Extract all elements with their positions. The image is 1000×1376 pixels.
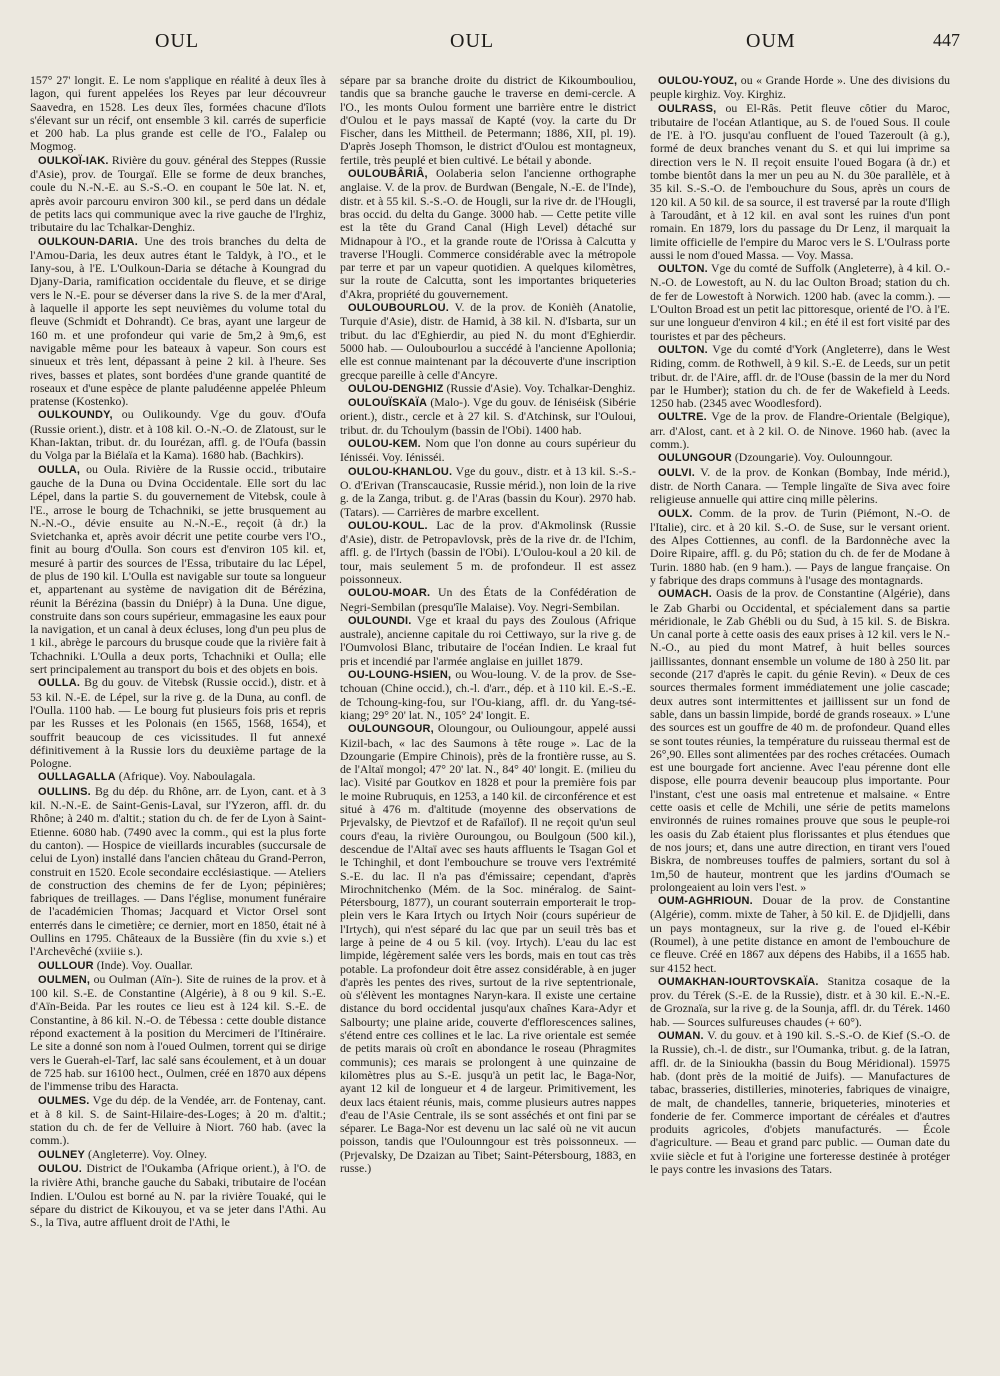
dictionary-entry <box>340 519 636 586</box>
dictionary-entry <box>30 1094 326 1148</box>
dictionary-entry <box>340 167 636 301</box>
entry-headword: OUMACH. <box>658 588 712 601</box>
entry-text: Bg du gouv. de Vitebsk (Russie occid.), distr. et à 53 kil. N.-E. de Lépel, sur la rive g. de la Duna, au confl. de l'Oulla. 1100 hab. — Le bourg fut plusieurs fois pris et repris par les Russes et les Polonais (en 1565, 1568, 1654), et souffrit beaucoup de ces vicissitudes. Il fut annexé définitivement à la Russie lors du deuxième partage de la Pologne. <box>30 675 326 771</box>
entry-headword: OULTRE. <box>658 411 707 424</box>
dictionary-entry <box>650 74 950 102</box>
dictionary-entry <box>340 465 636 519</box>
entry-headword: OULLAGALLA <box>38 771 116 784</box>
entry-headword: OULTON. <box>658 263 708 276</box>
dictionary-entry <box>340 722 636 1175</box>
dictionary-entry <box>650 102 950 263</box>
dictionary-entry <box>650 894 950 975</box>
entry-text: Oloungour, ou Oulioungour, appelé aussi Kizil-bach, « lac des Saumons à tête rouge ». Lac de la Dzoungarie (Empire Chinois), près de la frontière russe, au S. de l'Altaï mongol; 47° 20' lat. N., 84° 40' longit. E. (milieu du lac). Visité par Goutkov en 1828 et pour la première fois par le moine Rubruquis, en 1253, a 140 kil. de circonférence et est situé à 476 m. d'altitude (moyenne des observations de Prjevalsky, de Pievtzof et de Rafaïlof). Il ne reçoit qu'un seul cours d'eau, la rivière Ouroungou, ou Boulgoun (500 kil.), descendue de l'Altaï avec ses hauts affluents le Tsagan Gol et le Tchinghil, et dont l'embouchure se trouve vers l'extrémité S.-E. du lac. Il n'a pas d'émissaire; cependant, d'après Mirochnitchenko (Mém. de la Soc. minéralog. de Saint-Pétersbourg, 1877), un courant souterrain emporterait le trop-plein vers le Kara Irtych ou Irtych Noir (cours supérieur de l'Irtych), qui n'est séparé du lac que par un seuil très bas et large à peine de 4 ou 5 kil. (voy. Irtych). L'eau du lac est limpide, légèrement salée vers les bords, mais en tout cas très potable. La profondeur doit être assez considérable, à en juger d'après les pentes des rives, surtout de la rive septentrionale, où s'élèvent les montagnes Naryn-kara. Il existe une certaine distance du bord occidental jusqu'aux chaînes Kara-Adyr et Salbourty; une plaine aride, couverte d'efflorescences salines, s'étend entre ces collines et le lac. La rive orientale est semée de petits marais où croît en abondance le roseau (Phragmites communis); ces marais se prolongent à une quinzaine de kilomètres plus au S.-E. jusqu'à un petit lac, le Baga-Nor, ayant 12 kil de longueur et 4 de largeur. Primitivement, les deux lacs étaient réunis, mais, comme plusieurs autres nappes d'eau de l'Asie Centrale, ils se sont asséchés et ont fini par se séparer. Le Baga-Nor est devenu un lac salé où ne vit aucun poisson, tandis que l'Oulounngour est très poissonneux. — (Prjevalsky, De Dzaizan au Tibet; Saint-Pétersbourg, 1883, en russe.) <box>340 721 636 1176</box>
dictionary-entry <box>650 1029 950 1176</box>
entry-headword: OULMES. <box>38 1094 90 1107</box>
dictionary-entry <box>340 437 636 465</box>
entry-text: Stanitza cosaque de la prov. du Térek (S.-E. de la Russie), distr. et à 30 kil. E.-N.-E. de Groznaïa, sur la rive g. de la Sounja, affl. dr. du Térek. 1460 hab. — Sources sulfureuses chaudes (+ 60°). <box>650 973 950 1029</box>
dictionary-entry <box>340 301 636 382</box>
entry-headword: OULOUBÂRIÂ, <box>348 168 428 181</box>
dictionary-entry <box>340 382 636 396</box>
entry-text: Nom que l'on donne au cours supérieur du Iénisséi. Voy. Iénisséi. <box>340 436 636 465</box>
dictionary-entry <box>30 770 326 784</box>
entry-headword: OULLINS. <box>38 785 91 798</box>
entry-text: Vge du gouv., distr. et à 13 kil. S.-S.-O. d'Erivan (Transcaucasie, Russie mérid.), non loin de la rive g. de la Zanga, tribut. g. de l'Aras (bassin du Kour). 2970 hab. (Tatars). — Carrières de marbre excellent. <box>340 463 636 519</box>
dictionary-entry <box>650 410 950 451</box>
entry-text: (Inde). Voy. Ouallar. <box>96 957 193 972</box>
entry-headword: OULRASS, <box>658 102 717 115</box>
page-number: 447 <box>933 30 960 50</box>
entry-text: Comm. de la prov. de Turin (Piémont, N.-O. de l'Italie), circ. et à 20 kil. S.-O. de Suse, sur le versant orient. des Alpes Cottiennes, au confl. de la Bardonnèche avec la Doire Ripaire, affl. g. du Pô; station du ch. de fer de Modane à Turin. 1880 hab. (en 9 ham.). — Pays de langue française. On y fabrique des draps communs à l'usage des montagnards. <box>650 505 950 587</box>
dictionary-entry <box>30 463 326 677</box>
entry-headword: OUMAN. <box>658 1030 704 1043</box>
entry-text: Vge du comté d'York (Angleterre), dans le West Riding, comm. de Rothwell, à 9 kil. S.-E. de Leeds, sur un petit tribut. dr. de l'Aire, affl. dr. de l'Ouse (bassin de la mer du Nord par le Humber); station du ch. de fer de Wakefield à Leeds. 1250 hab. (2345 avec Woodlesford). <box>650 341 950 411</box>
dictionary-entry <box>30 959 326 973</box>
entry-headword: OULKOUN-DARIA. <box>38 235 138 248</box>
entry-text: (Dzoungarie). Voy. Oulounngour. <box>734 450 893 465</box>
entry-text: 157° 27' longit. E. Le nom s'applique en réalité à deux îles à lagon, qui furent appelées los Reyes par leur découvreur Saavedra, en 1528. Les deux îles, formées chacune d'îlots s'élevant sur un récif, ont ensemble 3 kil. carrés de superficie et 200 hab. La plus grande est celle de l'O., Falalep ou Mogmog. <box>30 74 326 154</box>
entry-text: Une des trois branches du delta de l'Amou-Daria, les deux autres étant le Taldyk, à l'O., et le Iany-sou, à l'E. L'Oulkoun-Daria se détache à Koungrad du Djany-Daria, ramification occidentale du fleuve, et se dirige vers le N.-E. pour se déverser dans la rive S. de la mer d'Aral, à laquelle il apporte les sept neuvièmes du volume total du fleuve (Schmidt et Dohrandt). Ce bras, ayant une largeur de 160 m. et une profondeur qui varie de 5m,2 à 9m,6, est navigable même pour les bateaux à vapeur. Son cours est sinueux et très lent, dépassant à peine 2 kil. à l'heure. Ses rives, basses et plates, sont bordées d'une grande quantité de roseaux et d'une espèce de plante paludéenne appelée Phleum pratense (Kostenko). <box>30 233 326 409</box>
dictionary-entry <box>30 973 326 1094</box>
entry-text: Vge de la prov. de Flandre-Orientale (Belgique), arr. d'Alost, cant. et à 2 kil. O. de Ninove. 1960 hab. (avec la comm.). <box>650 409 950 452</box>
entry-headword: OULOU-YOUZ, <box>658 75 738 87</box>
entry-headword: OULKOUNDY, <box>38 409 113 422</box>
entry-headword: OULOU. <box>38 1163 82 1176</box>
dictionary-entry <box>30 1162 326 1229</box>
entry-headword: OULOU-KOUL. <box>348 519 428 532</box>
dictionary-entry <box>650 507 950 588</box>
entry-text: Vge du dép. de la Vendée, arr. de Fontenay, cant. et à 8 kil. S. de Saint-Hilaire-des-Loges; à 20 m. d'altit.; station du ch. de fer de Velluire à Niort. 760 hab. (avec la comm.). <box>30 1092 326 1148</box>
entry-headword: OUM-AGHRIOUN. <box>658 895 753 908</box>
entry-headword: OULOUÏSKAÏA <box>348 397 428 410</box>
entry-headword: OULX. <box>658 507 693 520</box>
dictionary-entry <box>30 235 326 409</box>
entry-text: Oasis de la prov. de Constantine (Algérie), dans le Zab Gharbi ou Occidental, et spécialement dans sa partie méridionale, le Zab Ghébli ou du Sud, à 15 kil. S. de Biskra. Un canal porte à cette oasis des eaux prises à 12 kil. vers le N.-N.-O., au pied du mont Matref, à huit belles sources jaillissantes, donnant ensemble un volume de 180 à 250 lit. par seconde (217 d'après le capit. du génie Revin). « Deux de ces sources thermales forment immédiatement une jolie cascade; deux autres sont intermittentes et jaillissent sur un fond de sable, dans un bassin limpide, bordé de grands roseaux. » L'une des sources est un gouffre de 40 m. de profondeur. Quand elles se sont toutes réunies, la température du ruisseau thermal est de 26°,90. Elles sont alimentées par des roches crétacées. Oumach est une bourgade fort ancienne. Avec l'eau pérenne dont elle dispose, elle pourra devenir beaucoup plus importante. Pour l'instant, c'est une oasis mal entretenue et malsaine. « Entre cette oasis et celle de Mchili, une série de petits mamelons environnés de ruines romaines prouve que sous le peuple-roi les oasis du Zab étaient plus florissantes et plus étendues que de nos jours; et, dans une autre direction, en tirant vers l'oued Biskra, de nombreuses touffes de palmiers, sortant du sol à 1m,50 de hauteur, montrent que les jardins d'Oumach se prolongeaient au loin vers l'est. » <box>650 586 950 894</box>
entry-text: Oolaberia selon l'ancienne orthographe anglaise. V. de la prov. de Burdwan (Bengale, N.-E. de l'Inde), distr. et à 55 kil. S.-S.-O. de Hougli, sur la rive dr. de l'Hougli, bras occid. du delta du Gange. 3000 hab. — Cette petite ville est la tête du Grand Canal (High Level) détaché sur Midnapour à l'O., et la grande route de l'Orissa à Calcutta y traverse l'Hougli. Commerce considérable avec la métropole par terre et par un vapeur quotidien. A quelques kilomètres, sur la route de Calcutta, sont les importantes briqueteries d'Akra, propriété du gouvernement. <box>340 166 636 301</box>
dictionary-entry <box>650 262 950 343</box>
dictionary-entry <box>30 1148 326 1162</box>
running-head-right: OUM <box>746 30 796 52</box>
entry-headword: OULOU-KEM. <box>348 438 421 451</box>
entry-headword: OULLA, <box>38 463 81 476</box>
entry-text: ou « Grande Horde ». Une des divisions du peuple kirghiz. Voy. Kirghiz. <box>650 74 950 102</box>
text-column-1 <box>30 74 326 1364</box>
entry-text: (Malo-). Vge du gouv. de Iéniséisk (Sibérie orient.), distr., cercle et à 27 kil. S. d'Atchinsk, sur l'Ouloui, tribut. dr. du Tchoulym (bassin de l'Obi). 1400 hab. <box>340 395 636 437</box>
dictionary-entry <box>650 587 950 894</box>
entry-headword: OULOUNGOUR, <box>348 723 434 736</box>
dictionary-entry <box>30 785 326 959</box>
dictionary-entry <box>340 668 636 722</box>
entry-headword: OULOUBOURLOU. <box>348 302 449 315</box>
dictionary-entry <box>340 396 636 437</box>
entry-text: Lac de la prov. d'Akmolinsk (Russie d'Asie), distr. de Petropavlovsk, près de la rive dr. de l'Ichim, affl. g. de l'Irtych (bassin de l'Obi). L'Oulou-koul a 20 kil. de tour, mais seulement 5 m. de profondeur. Il est assez poissonneux. <box>340 517 636 586</box>
entry-text: ou Wou-loung. V. de la prov. de Sse-tchouan (Chine occid.), ch.-l. d'arr., dép. et à 110 kil. E.-S.-E. de Tchoung-king-fou, sur l'Ou-kiang, affl. dr. du Yang-tsé-kiang; 29° 20' lat. N., 105° 24' longit. E. <box>340 667 636 722</box>
dictionary-entry <box>30 408 326 462</box>
entry-headword: OULNEY <box>38 1148 86 1161</box>
text-column-3 <box>650 74 950 1364</box>
entry-headword: OULMEN, <box>38 973 91 986</box>
entry-headword: OULTON. <box>658 343 708 356</box>
entry-text: V. du gouv. et à 190 kil. S.-S.-O. de Kief (S.-O. de la Russie), ch.-l. de distr., sur l'Oumanka, tribut. g. de la Iatran, affl. dr. de la Sinioukha (bassin du Boug Méridional). 15975 hab. (dont près de la moitié de Juifs). — Manufactures de tabac, brasseries, distilleries, minoteries, fabriques de vinaigre, de malt, de chandelles, tannerie, briqueteries, minoteries et fonderie de fer. Commerce important de céréales et d'autres produits agricoles, d'objets manufacturés. — École d'agriculture. — Beau et grand parc public. — Ouman date du xviie siècle et fut à l'origine une forteresse destinée à protéger le pays contre les invasions des Tatars. <box>650 1028 950 1177</box>
dictionary-entry <box>650 975 950 1029</box>
running-head-left: OUL <box>155 30 200 52</box>
dictionary-entry <box>650 451 950 465</box>
entry-text: Vge du comté de Suffolk (Angleterre), à 4 kil. O.-N.-O. de Lowestoft, au N. du lac Oulton Broad; station du ch. de fer de Lowestoft à Norwich. 1200 hab. (avec la comm.). — L'Oulton Broad est un petit lac pittoresque, orienté de l'O. à l'E. sur une longueur d'environ 4 kil.; en été il est fort visité par des touristes et par des pêcheurs. <box>650 261 950 343</box>
entry-headword: OU-LOUNG-HSIEN, <box>348 669 452 682</box>
dictionary-entry <box>30 676 326 770</box>
entry-headword: OUMAKHAN-IOURTOVSKAÏA. <box>658 975 819 988</box>
dictionary-entry <box>650 343 950 410</box>
entry-text: Bg du dép. du Rhône, arr. de Lyon, cant. et à 3 kil. N.-N.-E. de Saint-Genis-Laval, sur l'Yzeron, affl. dr. du Rhône; à 240 m. d'altit.; station du ch. de fer de Lyon à Saint-Etienne. 6080 hab. (7490 avec la comm., qui est la plus forte du canton). — Hospice de vieillards incurables (succursale de celui de Lyon) installé dans l'ancien château du Grand-Perron, construit en 1520. Ecole secondaire ecclésiastique. — Ateliers de construction des chemins de fer de Lyon; pépinières; fabriques de treillages. — Dans l'église, monument funéraire de l'académicien Thomas; Jacquard et Victor Orsel sont enterrés dans le cimetière; ce dernier, mort en 1850, était né à Oullins en 1795. Châteaux de la Bussière (fin du xvie s.) et l'Archevêché (xviiie s.). <box>30 783 326 959</box>
text-column-2 <box>340 74 636 1364</box>
entry-text: (Angleterre). Voy. Olney. <box>88 1146 207 1161</box>
entry-headword: OULUNGOUR <box>658 452 732 465</box>
dictionary-entry <box>340 74 636 167</box>
entry-headword: OULLOUR <box>38 959 94 972</box>
entry-text: District de l'Oukamba (Afrique orient.), à l'O. de la rivière Athi, branche gauche du Sabaki, tributaire de l'océan Indien. L'Oulou est borné au N. par la rivière Touaké, qui le sépare du district de Kikouyou, et va se jeter dans l'Athi. Au S., la Tiva, autre affluent droit de l'Athi, le <box>30 1161 326 1230</box>
dictionary-entry <box>340 586 636 614</box>
entry-headword: OULKOÏ-IAK. <box>38 154 109 167</box>
entry-text: Vge et kraal du pays des Zoulous (Afrique australe), ancienne capitale du roi Cettiwayo, sur la rive g. de l'Oumvolosi Blanc, tributaire de l'océan Indien. Le kraal fut pris et incendié par l'armée anglaise en juillet 1879. <box>340 612 636 668</box>
dictionary-entry <box>30 154 326 235</box>
dictionary-entry <box>650 466 950 507</box>
entry-text: Douar de la prov. de Constantine (Algérie), comm. mixte de Taher, à 50 kil. E. de Djidjelli, dans un pays montagneux, sur la rive g. de l'oued el-Kébir (Roumel), à une petite distance en amont de l'embouchure de ce fleuve. Créé en 1867 aux dépens des Habibs, il a 1655 hab. sur 4152 hect. <box>650 893 950 975</box>
entry-text: ou El-Râs. Petit fleuve côtier du Maroc, tributaire de l'océan Atlantique, au S. de l'oued Sous. Il coule de l'E. à l'O. jusqu'au confluent de l'oued Tazeroult (à g.), formé de deux branches venant du S. et qui lui imprime sa direction vers le N. Il reçoit ensuite l'oued Bogara (à dr.) et tombe bientôt dans la mer un peu au N. du 30e parallèle, et à 35 kil. S.-S.-O. de l'embouchure du Sous, après un cours de 120 kil. A 50 kil. de sa source, il est traversé par la route d'Iligh à Taroudânt, et à 12 kil. en aval sont les ruines d'un pont romain. En 1879, lors du passage du Dr Lenz, il marquait la limite officielle de l'empire du Maroc vers le S. L'Oulrass porte aussi le nom d'oued Massa. — Voy. Massa. <box>650 100 950 262</box>
entry-text: (Afrique). Voy. Naboulagala. <box>118 769 256 784</box>
entry-text: (Russie d'Asie). Voy. Tchalkar-Denghiz. <box>446 380 636 395</box>
entry-headword: OULOU-MOAR. <box>348 587 431 600</box>
page-header <box>40 30 960 70</box>
entry-text: V. de la prov. de Konièh (Anatolie, Turquie d'Asie), distr. de Hamid, à 38 kil. N. d'Isbarta, sur un tribut. du lac d'Eghierdir, au pied N. du mont d'Eghierdir. 5000 hab. — Ouloubourlou a succédé à l'ancienne Apollonia; elle est connue maintenant par la découverte d'une inscription grecque pareille à celle d'Ancyre. <box>340 300 636 382</box>
dictionary-entry <box>30 74 326 154</box>
entry-headword: OULLA. <box>38 677 81 690</box>
entry-text: ou Oula. Rivière de la Russie occid., tributaire gauche de la Duna ou Dvina Occidentale. Elle sort du lac Lépel, dans la partie S. du gouvernement de Vitebsk, coule à l'E., arrose le bourg de Tchachniki, se jette brusquement au N.-N.-O., dévie ensuite au N.-N.-E., reçoit (à dr.) la Svietchanka et, après avoir décrit une petite courbe vers l'O., finit au bourg d'Oulla. Son cours est d'environ 105 kil. et, mesuré à partir des sources de l'Essa, tributaire du lac Lépel, de plus de 190 kil. L'Oulla est navigable sur toute sa longueur et, appartenant au système de navigation dit de Bérézina, réunit la Bérézina (bassin du Dniépr) à la Duna. Une digue, construite dans son cours supérieur, emmagasine les eaux pour la navigation, et un canal à deux écluses, long d'un peu plus de 1 kil., abrège le parcours du brusque coude que la rivière fait à Tchachniki. L'Oulla a deux ports, Tchachniki et Oulla; elle sert principalement au transport du bois et des objets en bois. <box>30 461 326 677</box>
running-head-center: OUL <box>450 30 495 52</box>
entry-text: V. de la prov. de Konkan (Bombay, Inde mérid.), distr. de North Canara. — Temple lingaïte de Siva avec foire religieuse annuelle qui attire cinq mille pèlerins. <box>650 464 950 507</box>
entry-headword: OULOU-KHANLOU. <box>348 465 453 478</box>
entry-headword: OULOU-DENGHIZ <box>348 382 444 395</box>
dictionary-entry <box>340 614 636 668</box>
entry-text: sépare par sa branche droite du district de Kikoumbouliou, tandis que sa branche gauche le traverse en demi-cercle. A l'O., les monts Oulou forment une barrière entre le district d'Oulou et le pays massaï de Kapté (voy. la carte du Dr Fischer, dans les Mittheil. de Petermann; 1886, XII, pl. 19). D'après Joseph Thomson, le district d'Oulou est montagneux, fertile, très peuplé et bien cultivé. Le bétail y abonde. <box>340 74 636 167</box>
entry-text: ou Oulikoundy. Vge du gouv. d'Oufa (Russie orient.), distr. et à 108 kil. O.-N.-O. de Zlatoust, sur le Khan-Iaktan, tribut. dr. du Iourézan, affl. g. de l'Oufa (bassin du Volga par la Biélaïa et la Kama). 1680 hab. (Bachkirs). <box>30 407 326 463</box>
entry-text: Rivière du gouv. général des Steppes (Russie d'Asie), prov. de Tourgaï. Elle se forme de deux branches, coule du N.-N.-E. au S.-S.-O. en coupant le 50e lat. N. et, après avoir parcouru environ 300 kil., se perd dans un dédale de petits lacs qui communique avec la rive gauche de l'Irghiz, tributaire du lac Tchalkar-Denghiz. <box>30 152 326 235</box>
entry-text: Un des États de la Confédération de Negri-Sembilan (presqu'île Malaise). Voy. Negri-Sembilan. <box>340 585 636 614</box>
entry-headword: OULVI. <box>658 466 696 479</box>
entry-text: ou Oulman (Aïn-). Site de ruines de la prov. et à 100 kil. S.-E. de Constantine (Algérie), à 8 ou 9 kil. S.-E. d'Aïn-Beida. Par les routes ce lieu est à 124 kil. S.-E. de Constantine, à 86 kil. N.-O. de Tébessa : cette double distance répond exactement à la position du Mercimeri de l'Itinéraire. Le site a donné son nom à l'oued Oulmen, torrent qui se dirige vers le Guerah-el-Tarf, lac salé sans écoulement, et à un douar de 725 hab. sur 16100 hect., Oulmen, créé en 1870 aux dépens de l'immense tribu des Haracta. <box>30 971 326 1094</box>
entry-headword: OULOUNDI. <box>348 614 412 627</box>
